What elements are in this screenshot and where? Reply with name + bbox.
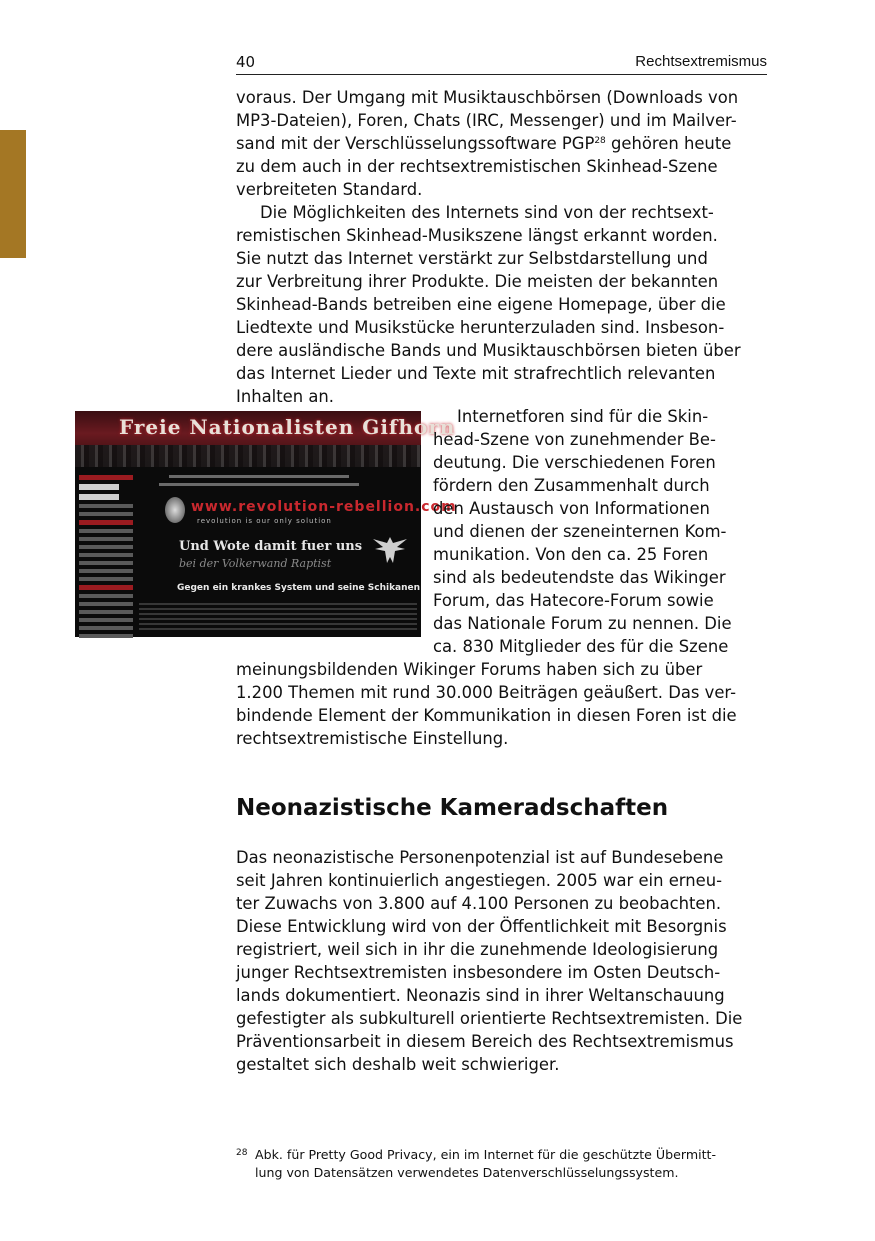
text-line: zu dem auch in der rechtsextremistischen Skinhead-Szene — [236, 157, 718, 176]
text-fragment: sand mit der Verschlüsselungssoftware PGP — [236, 134, 595, 153]
text-line: ter Zuwachs von 3.800 auf 4.100 Personen zu beobachten. — [236, 894, 722, 913]
site-banner — [75, 411, 456, 467]
banner-photo — [75, 445, 421, 467]
site-content — [139, 469, 457, 633]
site-logo — [161, 493, 457, 529]
banner-title: Freie Nationalisten Gifhorn — [119, 415, 456, 439]
text-line: registriert, weil sich in ihr die zunehmende Ideologisierung — [236, 940, 719, 959]
running-header — [236, 52, 767, 75]
site-slogan: Gegen ein krankes System und seine Schikanen — [177, 583, 421, 593]
text-line: Die Möglichkeiten des Internets sind von der rechtsext- — [260, 203, 714, 222]
text-line: verbreiteten Standard. — [236, 180, 423, 199]
website-screenshot-figure — [75, 411, 457, 637]
gothic-subheading: bei der Volkerwand Raptist — [179, 557, 332, 570]
text-line: dere ausländische Bands und Musiktauschbörsen bieten über — [236, 341, 741, 360]
text-line: munikation. Von den ca. 25 Foren — [433, 545, 709, 564]
eagle-icon — [371, 531, 409, 569]
text-line: den Austausch von Informationen — [433, 499, 710, 518]
text-line: 1.200 Themen mit rund 30.000 Beiträgen geäußert. Das ver- — [236, 683, 737, 702]
paragraph-3-wrap — [433, 405, 732, 658]
text-line: Das neonazistische Personenpotenzial ist auf Bundesebene — [236, 848, 724, 867]
site-fineprint — [139, 603, 417, 633]
text-line: Skinhead-Bands betreiben eine eigene Homepage, über die — [236, 295, 726, 314]
text-fragment: gehören heute — [605, 134, 732, 153]
site-sidebar — [79, 471, 133, 631]
text-line: meinungsbildenden Wikinger Forums haben sich zu über — [236, 660, 703, 679]
text-line: Forum, das Hatecore-Forum sowie — [433, 591, 714, 610]
text-line: lands dokumentiert. Neonazis sind in ihrer Weltanschauung — [236, 986, 725, 1005]
page-number: 40 — [236, 53, 256, 71]
text-line: und dienen der szeneinternen Kom- — [433, 522, 727, 541]
text-line: Präventionsarbeit in diesem Bereich des Rechtsextremismus — [236, 1032, 734, 1051]
paragraph-1 — [236, 86, 767, 201]
text-line: Internetforen sind für die Skin- — [457, 407, 709, 426]
text-line: rechtsextremistische Einstellung. — [236, 729, 509, 748]
text-line: das Internet Lieder und Texte mit strafrechtlich relevanten — [236, 364, 716, 383]
site-url: www.revolution-rebellion.com — [191, 499, 457, 515]
paragraph-2 — [236, 201, 767, 408]
text-line — [236, 132, 767, 155]
text-line: junger Rechtsextremisten insbesondere im Osten Deutsch- — [236, 963, 721, 982]
text-line: ca. 830 Mitglieder des für die Szene — [433, 637, 729, 656]
text-line: zur Verbreitung ihrer Produkte. Die meisten der bekannten — [236, 272, 719, 291]
text-line: voraus. Der Umgang mit Musiktauschbörsen (Downloads von — [236, 88, 739, 107]
text-line: gefestigter als subkulturell orientierte Rechtsextremisten. Die — [236, 1009, 743, 1028]
text-line: head-Szene von zunehmender Be- — [433, 430, 716, 449]
text-line: fördern den Zusammenhalt durch — [433, 476, 710, 495]
running-title: Rechtsextremismus — [635, 53, 767, 70]
text-line: gestaltet sich deshalb weit schwieriger. — [236, 1055, 560, 1074]
footnote-marker: 28 — [236, 1148, 248, 1158]
text-line: bindende Element der Kommunikation in diesen Foren ist die — [236, 706, 737, 725]
section-heading: Neonazistische Kameradschaften — [236, 795, 669, 821]
text-line: Diese Entwicklung wird von der Öffentlichkeit mit Besorgnis — [236, 917, 727, 936]
text-line: das Nationale Forum zu nennen. Die — [433, 614, 732, 633]
text-line: seit Jahren kontinuierlich angestiegen. 2005 war ein erneu- — [236, 871, 723, 890]
gothic-heading: Und Wote damit fuer uns — [179, 539, 363, 554]
footnote — [236, 1146, 716, 1182]
chapter-tab — [0, 130, 26, 258]
skull-icon — [165, 497, 185, 523]
footnote-line: Abk. für Pretty Good Privacy, ein im Internet für die geschützte Übermitt- — [255, 1147, 717, 1162]
text-line: remistischen Skinhead-Musikszene längst erkannt worden. — [236, 226, 718, 245]
footnote-line: lung von Datensätzen verwendetes Datenverschlüsselungssystem. — [255, 1165, 679, 1180]
paragraph-3-continued — [236, 658, 767, 750]
paragraph-4 — [236, 846, 767, 1076]
text-line: MP3-Dateien), Foren, Chats (IRC, Messenger) und im Mailver- — [236, 111, 737, 130]
site-tagline: revolution is our only solution — [197, 517, 332, 525]
footnote-reference[interactable]: 28 — [594, 136, 606, 146]
text-line: Sie nutzt das Internet verstärkt zur Selbstdarstellung und — [236, 249, 708, 268]
text-line: deutung. Die verschiedenen Foren — [433, 453, 716, 472]
text-line: Inhalten an. — [236, 387, 334, 406]
text-line: sind als bedeutendste das Wikinger — [433, 568, 726, 587]
text-line: Liedtexte und Musikstücke herunterzuladen sind. Insbeson- — [236, 318, 725, 337]
